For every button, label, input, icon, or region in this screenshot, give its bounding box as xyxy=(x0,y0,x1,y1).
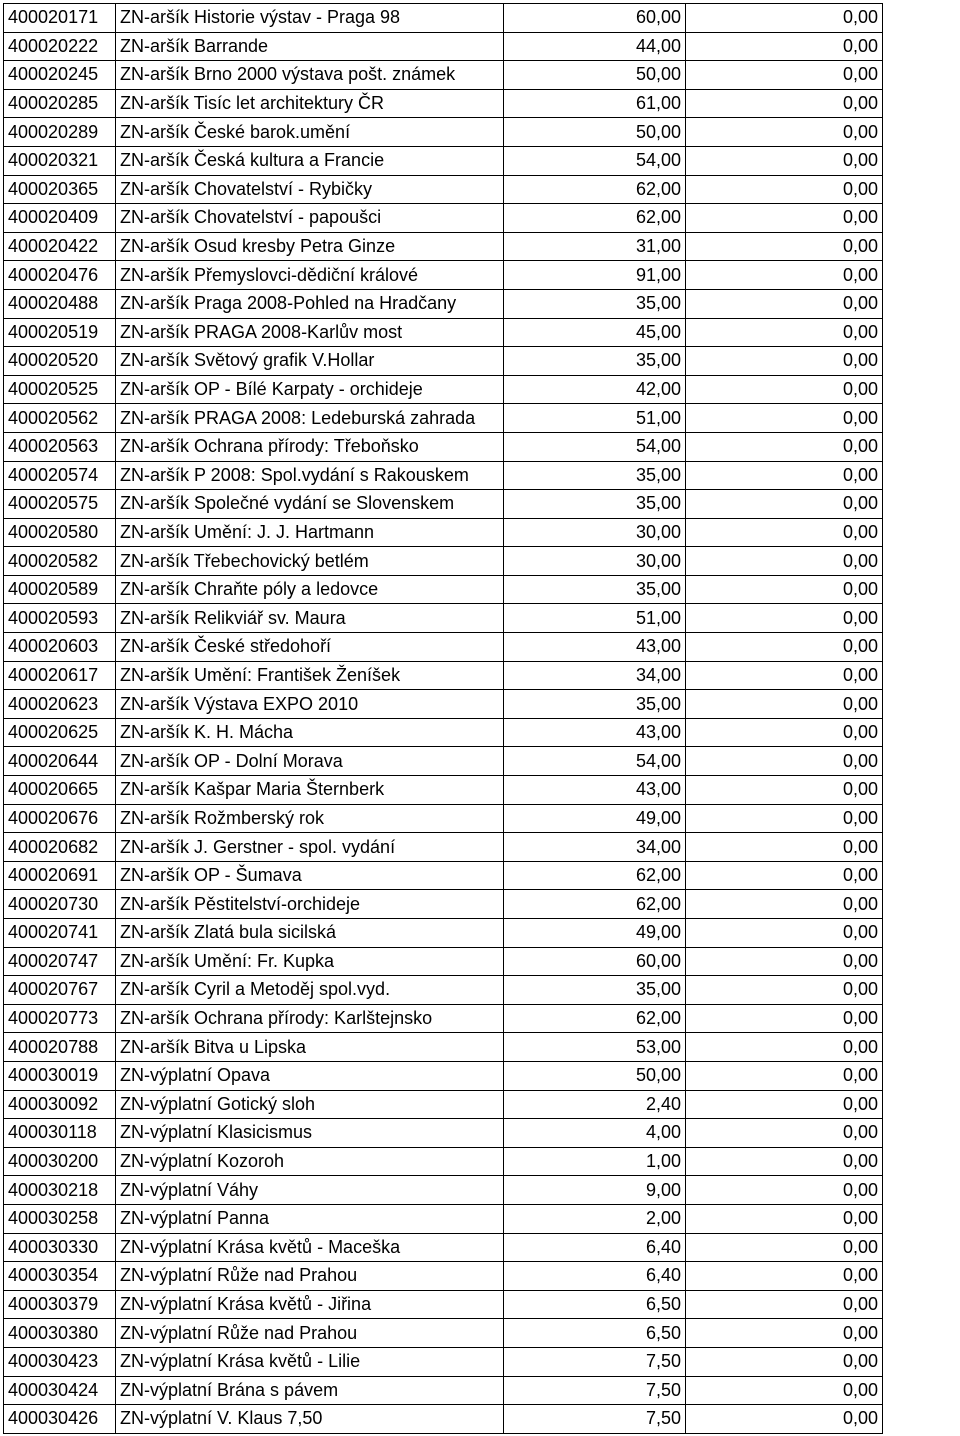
item-name-cell: ZN-aršík OP - Šumava xyxy=(116,861,504,890)
item-value-cell: 0,00 xyxy=(686,804,883,833)
item-code-cell: 400030426 xyxy=(4,1405,116,1434)
table-row xyxy=(4,404,883,433)
item-value-cell: 0,00 xyxy=(686,1376,883,1405)
item-value-cell: 0,00 xyxy=(686,776,883,805)
item-name-cell: ZN-aršík Česká kultura a Francie xyxy=(116,146,504,175)
item-name-cell: ZN-aršík Tisíc let architektury ČR xyxy=(116,89,504,118)
item-code-cell: 400020365 xyxy=(4,175,116,204)
item-code-cell: 400020625 xyxy=(4,718,116,747)
item-name-cell: ZN-aršík Společné vydání se Slovenskem xyxy=(116,490,504,519)
item-name-cell: ZN-aršík PRAGA 2008-Karlův most xyxy=(116,318,504,347)
item-value-cell: 0,00 xyxy=(686,232,883,261)
price-list-body xyxy=(4,4,883,1434)
table-row xyxy=(4,1061,883,1090)
item-price-cell: 35,00 xyxy=(504,690,686,719)
item-code-cell: 400030354 xyxy=(4,1262,116,1291)
item-name-cell: ZN-aršík OP - Bílé Karpaty - orchideje xyxy=(116,375,504,404)
item-name-cell: ZN-aršík Umění: František Ženíšek xyxy=(116,661,504,690)
item-name-cell: ZN-výplatní Brána s pávem xyxy=(116,1376,504,1405)
item-value-cell: 0,00 xyxy=(686,146,883,175)
table-row xyxy=(4,175,883,204)
item-price-cell: 35,00 xyxy=(504,575,686,604)
table-row xyxy=(4,1147,883,1176)
item-code-cell: 400020603 xyxy=(4,633,116,662)
item-code-cell: 400020773 xyxy=(4,1004,116,1033)
item-value-cell: 0,00 xyxy=(686,633,883,662)
item-value-cell: 0,00 xyxy=(686,861,883,890)
item-value-cell: 0,00 xyxy=(686,404,883,433)
item-code-cell: 400020580 xyxy=(4,518,116,547)
item-name-cell: ZN-výplatní Gotický sloh xyxy=(116,1090,504,1119)
item-code-cell: 400030330 xyxy=(4,1233,116,1262)
item-name-cell: ZN-aršík Barrande xyxy=(116,32,504,61)
item-code-cell: 400020644 xyxy=(4,747,116,776)
item-price-cell: 35,00 xyxy=(504,461,686,490)
item-name-cell: ZN-aršík Zlatá bula sicilská xyxy=(116,919,504,948)
item-value-cell: 0,00 xyxy=(686,1233,883,1262)
table-row xyxy=(4,1090,883,1119)
item-name-cell: ZN-aršík Brno 2000 výstava pošt. známek xyxy=(116,61,504,90)
item-value-cell: 0,00 xyxy=(686,661,883,690)
item-code-cell: 400030200 xyxy=(4,1147,116,1176)
item-price-cell: 51,00 xyxy=(504,604,686,633)
item-name-cell: ZN-výplatní V. Klaus 7,50 xyxy=(116,1405,504,1434)
item-price-cell: 60,00 xyxy=(504,947,686,976)
item-price-cell: 51,00 xyxy=(504,404,686,433)
item-value-cell: 0,00 xyxy=(686,61,883,90)
item-code-cell: 400020574 xyxy=(4,461,116,490)
item-value-cell: 0,00 xyxy=(686,1347,883,1376)
table-row xyxy=(4,4,883,33)
item-price-cell: 1,00 xyxy=(504,1147,686,1176)
item-price-cell: 45,00 xyxy=(504,318,686,347)
item-name-cell: ZN-aršík Relikviář sv. Maura xyxy=(116,604,504,633)
item-name-cell: ZN-aršík Osud kresby Petra Ginze xyxy=(116,232,504,261)
item-value-cell: 0,00 xyxy=(686,1147,883,1176)
item-code-cell: 400020767 xyxy=(4,976,116,1005)
item-code-cell: 400020741 xyxy=(4,919,116,948)
price-list-table xyxy=(3,3,883,1434)
item-name-cell: ZN-aršík Ochrana přírody: Karlštejnsko xyxy=(116,1004,504,1033)
item-value-cell: 0,00 xyxy=(686,1262,883,1291)
item-value-cell: 0,00 xyxy=(686,1204,883,1233)
table-row xyxy=(4,375,883,404)
item-code-cell: 400020575 xyxy=(4,490,116,519)
item-code-cell: 400020476 xyxy=(4,261,116,290)
item-code-cell: 400030258 xyxy=(4,1204,116,1233)
item-name-cell: ZN-aršík Historie výstav - Praga 98 xyxy=(116,4,504,33)
table-row xyxy=(4,32,883,61)
item-price-cell: 62,00 xyxy=(504,890,686,919)
table-row xyxy=(4,633,883,662)
item-value-cell: 0,00 xyxy=(686,175,883,204)
item-value-cell: 0,00 xyxy=(686,204,883,233)
item-name-cell: ZN-výplatní Váhy xyxy=(116,1176,504,1205)
item-code-cell: 400020245 xyxy=(4,61,116,90)
item-value-cell: 0,00 xyxy=(686,1119,883,1148)
item-price-cell: 50,00 xyxy=(504,1061,686,1090)
table-row xyxy=(4,432,883,461)
item-name-cell: ZN-výplatní Panna xyxy=(116,1204,504,1233)
item-name-cell: ZN-výplatní Krása květů - Lilie xyxy=(116,1347,504,1376)
table-row xyxy=(4,776,883,805)
item-price-cell: 9,00 xyxy=(504,1176,686,1205)
item-name-cell: ZN-aršík Chovatelství - papoušci xyxy=(116,204,504,233)
item-price-cell: 53,00 xyxy=(504,1033,686,1062)
item-price-cell: 6,40 xyxy=(504,1233,686,1262)
table-row xyxy=(4,1319,883,1348)
item-name-cell: ZN-aršík OP - Dolní Morava xyxy=(116,747,504,776)
item-code-cell: 400030019 xyxy=(4,1061,116,1090)
table-row xyxy=(4,1119,883,1148)
item-value-cell: 0,00 xyxy=(686,1405,883,1434)
item-value-cell: 0,00 xyxy=(686,289,883,318)
item-code-cell: 400030092 xyxy=(4,1090,116,1119)
item-value-cell: 0,00 xyxy=(686,547,883,576)
item-price-cell: 30,00 xyxy=(504,547,686,576)
item-name-cell: ZN-aršík Umění: J. J. Hartmann xyxy=(116,518,504,547)
item-price-cell: 50,00 xyxy=(504,118,686,147)
item-name-cell: ZN-aršík Ochrana přírody: Třeboňsko xyxy=(116,432,504,461)
item-name-cell: ZN-aršík Kašpar Maria Šternberk xyxy=(116,776,504,805)
table-row xyxy=(4,976,883,1005)
item-name-cell: ZN-aršík PRAGA 2008: Ledeburská zahrada xyxy=(116,404,504,433)
item-value-cell: 0,00 xyxy=(686,89,883,118)
item-code-cell: 400020788 xyxy=(4,1033,116,1062)
item-price-cell: 7,50 xyxy=(504,1376,686,1405)
table-row xyxy=(4,575,883,604)
table-row xyxy=(4,1405,883,1434)
item-name-cell: ZN-aršík Bitva u Lipska xyxy=(116,1033,504,1062)
item-price-cell: 62,00 xyxy=(504,861,686,890)
item-code-cell: 400020525 xyxy=(4,375,116,404)
item-code-cell: 400020171 xyxy=(4,4,116,33)
item-value-cell: 0,00 xyxy=(686,690,883,719)
item-code-cell: 400020285 xyxy=(4,89,116,118)
item-price-cell: 43,00 xyxy=(504,718,686,747)
table-row xyxy=(4,547,883,576)
item-price-cell: 43,00 xyxy=(504,776,686,805)
item-name-cell: ZN-výplatní Kozoroh xyxy=(116,1147,504,1176)
item-price-cell: 54,00 xyxy=(504,747,686,776)
table-row xyxy=(4,661,883,690)
item-name-cell: ZN-aršík České barok.umění xyxy=(116,118,504,147)
item-name-cell: ZN-výplatní Růže nad Prahou xyxy=(116,1319,504,1348)
table-row xyxy=(4,947,883,976)
item-price-cell: 7,50 xyxy=(504,1405,686,1434)
item-code-cell: 400020623 xyxy=(4,690,116,719)
item-price-cell: 6,50 xyxy=(504,1319,686,1348)
item-value-cell: 0,00 xyxy=(686,747,883,776)
item-value-cell: 0,00 xyxy=(686,375,883,404)
item-value-cell: 0,00 xyxy=(686,347,883,376)
table-row xyxy=(4,1204,883,1233)
table-row xyxy=(4,1262,883,1291)
item-name-cell: ZN-aršík Praga 2008-Pohled na Hradčany xyxy=(116,289,504,318)
item-value-cell: 0,00 xyxy=(686,261,883,290)
item-code-cell: 400020691 xyxy=(4,861,116,890)
item-code-cell: 400020582 xyxy=(4,547,116,576)
item-price-cell: 35,00 xyxy=(504,490,686,519)
item-name-cell: ZN-výplatní Růže nad Prahou xyxy=(116,1262,504,1291)
table-row xyxy=(4,1347,883,1376)
item-name-cell: ZN-výplatní Opava xyxy=(116,1061,504,1090)
item-price-cell: 91,00 xyxy=(504,261,686,290)
table-row xyxy=(4,1290,883,1319)
item-price-cell: 31,00 xyxy=(504,232,686,261)
item-code-cell: 400020589 xyxy=(4,575,116,604)
table-row xyxy=(4,1176,883,1205)
table-row xyxy=(4,604,883,633)
item-price-cell: 62,00 xyxy=(504,1004,686,1033)
table-row xyxy=(4,118,883,147)
item-code-cell: 400020562 xyxy=(4,404,116,433)
item-value-cell: 0,00 xyxy=(686,432,883,461)
item-price-cell: 6,50 xyxy=(504,1290,686,1319)
table-row xyxy=(4,61,883,90)
item-price-cell: 44,00 xyxy=(504,32,686,61)
item-name-cell: ZN-aršík J. Gerstner - spol. vydání xyxy=(116,833,504,862)
item-value-cell: 0,00 xyxy=(686,1090,883,1119)
item-code-cell: 400020617 xyxy=(4,661,116,690)
item-name-cell: ZN-aršík Chraňte póly a ledovce xyxy=(116,575,504,604)
item-name-cell: ZN-aršík Rožmberský rok xyxy=(116,804,504,833)
item-value-cell: 0,00 xyxy=(686,890,883,919)
item-code-cell: 400020519 xyxy=(4,318,116,347)
table-row xyxy=(4,1033,883,1062)
item-code-cell: 400020222 xyxy=(4,32,116,61)
item-code-cell: 400020422 xyxy=(4,232,116,261)
item-code-cell: 400020682 xyxy=(4,833,116,862)
item-name-cell: ZN-aršík Výstava EXPO 2010 xyxy=(116,690,504,719)
item-value-cell: 0,00 xyxy=(686,575,883,604)
item-code-cell: 400020409 xyxy=(4,204,116,233)
item-value-cell: 0,00 xyxy=(686,976,883,1005)
table-row xyxy=(4,261,883,290)
item-price-cell: 34,00 xyxy=(504,833,686,862)
table-row xyxy=(4,518,883,547)
item-name-cell: ZN-aršík Přemyslovci-dědiční králové xyxy=(116,261,504,290)
item-value-cell: 0,00 xyxy=(686,490,883,519)
item-value-cell: 0,00 xyxy=(686,32,883,61)
table-row xyxy=(4,861,883,890)
item-price-cell: 2,40 xyxy=(504,1090,686,1119)
table-row xyxy=(4,747,883,776)
item-code-cell: 400030423 xyxy=(4,1347,116,1376)
table-row xyxy=(4,890,883,919)
item-price-cell: 34,00 xyxy=(504,661,686,690)
item-code-cell: 400030118 xyxy=(4,1119,116,1148)
item-price-cell: 49,00 xyxy=(504,804,686,833)
table-row xyxy=(4,1233,883,1262)
item-value-cell: 0,00 xyxy=(686,604,883,633)
item-price-cell: 54,00 xyxy=(504,432,686,461)
item-price-cell: 7,50 xyxy=(504,1347,686,1376)
item-price-cell: 62,00 xyxy=(504,175,686,204)
item-value-cell: 0,00 xyxy=(686,1061,883,1090)
item-value-cell: 0,00 xyxy=(686,1004,883,1033)
item-price-cell: 35,00 xyxy=(504,347,686,376)
table-row xyxy=(4,347,883,376)
table-row xyxy=(4,461,883,490)
item-name-cell: ZN-aršík Třebechovický betlém xyxy=(116,547,504,576)
item-price-cell: 30,00 xyxy=(504,518,686,547)
item-code-cell: 400030218 xyxy=(4,1176,116,1205)
item-name-cell: ZN-aršík Umění: Fr. Kupka xyxy=(116,947,504,976)
item-value-cell: 0,00 xyxy=(686,118,883,147)
item-name-cell: ZN-aršík Světový grafik V.Hollar xyxy=(116,347,504,376)
item-code-cell: 400020289 xyxy=(4,118,116,147)
item-value-cell: 0,00 xyxy=(686,718,883,747)
item-code-cell: 400020563 xyxy=(4,432,116,461)
item-code-cell: 400020488 xyxy=(4,289,116,318)
item-value-cell: 0,00 xyxy=(686,4,883,33)
item-price-cell: 50,00 xyxy=(504,61,686,90)
item-value-cell: 0,00 xyxy=(686,1176,883,1205)
item-name-cell: ZN-aršík Cyril a Metoděj spol.vyd. xyxy=(116,976,504,1005)
table-row xyxy=(4,146,883,175)
table-row xyxy=(4,204,883,233)
item-name-cell: ZN-výplatní Krása květů - Maceška xyxy=(116,1233,504,1262)
item-code-cell: 400020593 xyxy=(4,604,116,633)
item-code-cell: 400020747 xyxy=(4,947,116,976)
item-name-cell: ZN-aršík K. H. Mácha xyxy=(116,718,504,747)
table-row xyxy=(4,289,883,318)
item-code-cell: 400030424 xyxy=(4,1376,116,1405)
item-value-cell: 0,00 xyxy=(686,919,883,948)
item-price-cell: 61,00 xyxy=(504,89,686,118)
item-price-cell: 35,00 xyxy=(504,289,686,318)
table-row xyxy=(4,232,883,261)
item-value-cell: 0,00 xyxy=(686,1290,883,1319)
item-code-cell: 400020520 xyxy=(4,347,116,376)
table-row xyxy=(4,718,883,747)
item-name-cell: ZN-aršík Pěstitelství-orchideje xyxy=(116,890,504,919)
table-row xyxy=(4,318,883,347)
item-code-cell: 400030380 xyxy=(4,1319,116,1348)
table-row xyxy=(4,690,883,719)
item-value-cell: 0,00 xyxy=(686,947,883,976)
item-value-cell: 0,00 xyxy=(686,518,883,547)
item-name-cell: ZN-aršík Chovatelství - Rybičky xyxy=(116,175,504,204)
item-price-cell: 4,00 xyxy=(504,1119,686,1148)
item-value-cell: 0,00 xyxy=(686,461,883,490)
item-value-cell: 0,00 xyxy=(686,1033,883,1062)
item-value-cell: 0,00 xyxy=(686,1319,883,1348)
table-row xyxy=(4,1376,883,1405)
item-price-cell: 2,00 xyxy=(504,1204,686,1233)
item-code-cell: 400030379 xyxy=(4,1290,116,1319)
table-row xyxy=(4,919,883,948)
item-value-cell: 0,00 xyxy=(686,833,883,862)
item-price-cell: 35,00 xyxy=(504,976,686,1005)
item-price-cell: 49,00 xyxy=(504,919,686,948)
item-code-cell: 400020676 xyxy=(4,804,116,833)
item-name-cell: ZN-aršík P 2008: Spol.vydání s Rakouskem xyxy=(116,461,504,490)
table-row xyxy=(4,89,883,118)
item-price-cell: 42,00 xyxy=(504,375,686,404)
item-code-cell: 400020730 xyxy=(4,890,116,919)
item-value-cell: 0,00 xyxy=(686,318,883,347)
table-row xyxy=(4,804,883,833)
item-name-cell: ZN-výplatní Klasicismus xyxy=(116,1119,504,1148)
item-name-cell: ZN-výplatní Krása květů - Jiřina xyxy=(116,1290,504,1319)
table-row xyxy=(4,490,883,519)
item-price-cell: 43,00 xyxy=(504,633,686,662)
item-price-cell: 62,00 xyxy=(504,204,686,233)
item-price-cell: 6,40 xyxy=(504,1262,686,1291)
item-price-cell: 54,00 xyxy=(504,146,686,175)
table-row xyxy=(4,833,883,862)
item-code-cell: 400020665 xyxy=(4,776,116,805)
item-price-cell: 60,00 xyxy=(504,4,686,33)
table-row xyxy=(4,1004,883,1033)
item-name-cell: ZN-aršík České středohoří xyxy=(116,633,504,662)
item-code-cell: 400020321 xyxy=(4,146,116,175)
